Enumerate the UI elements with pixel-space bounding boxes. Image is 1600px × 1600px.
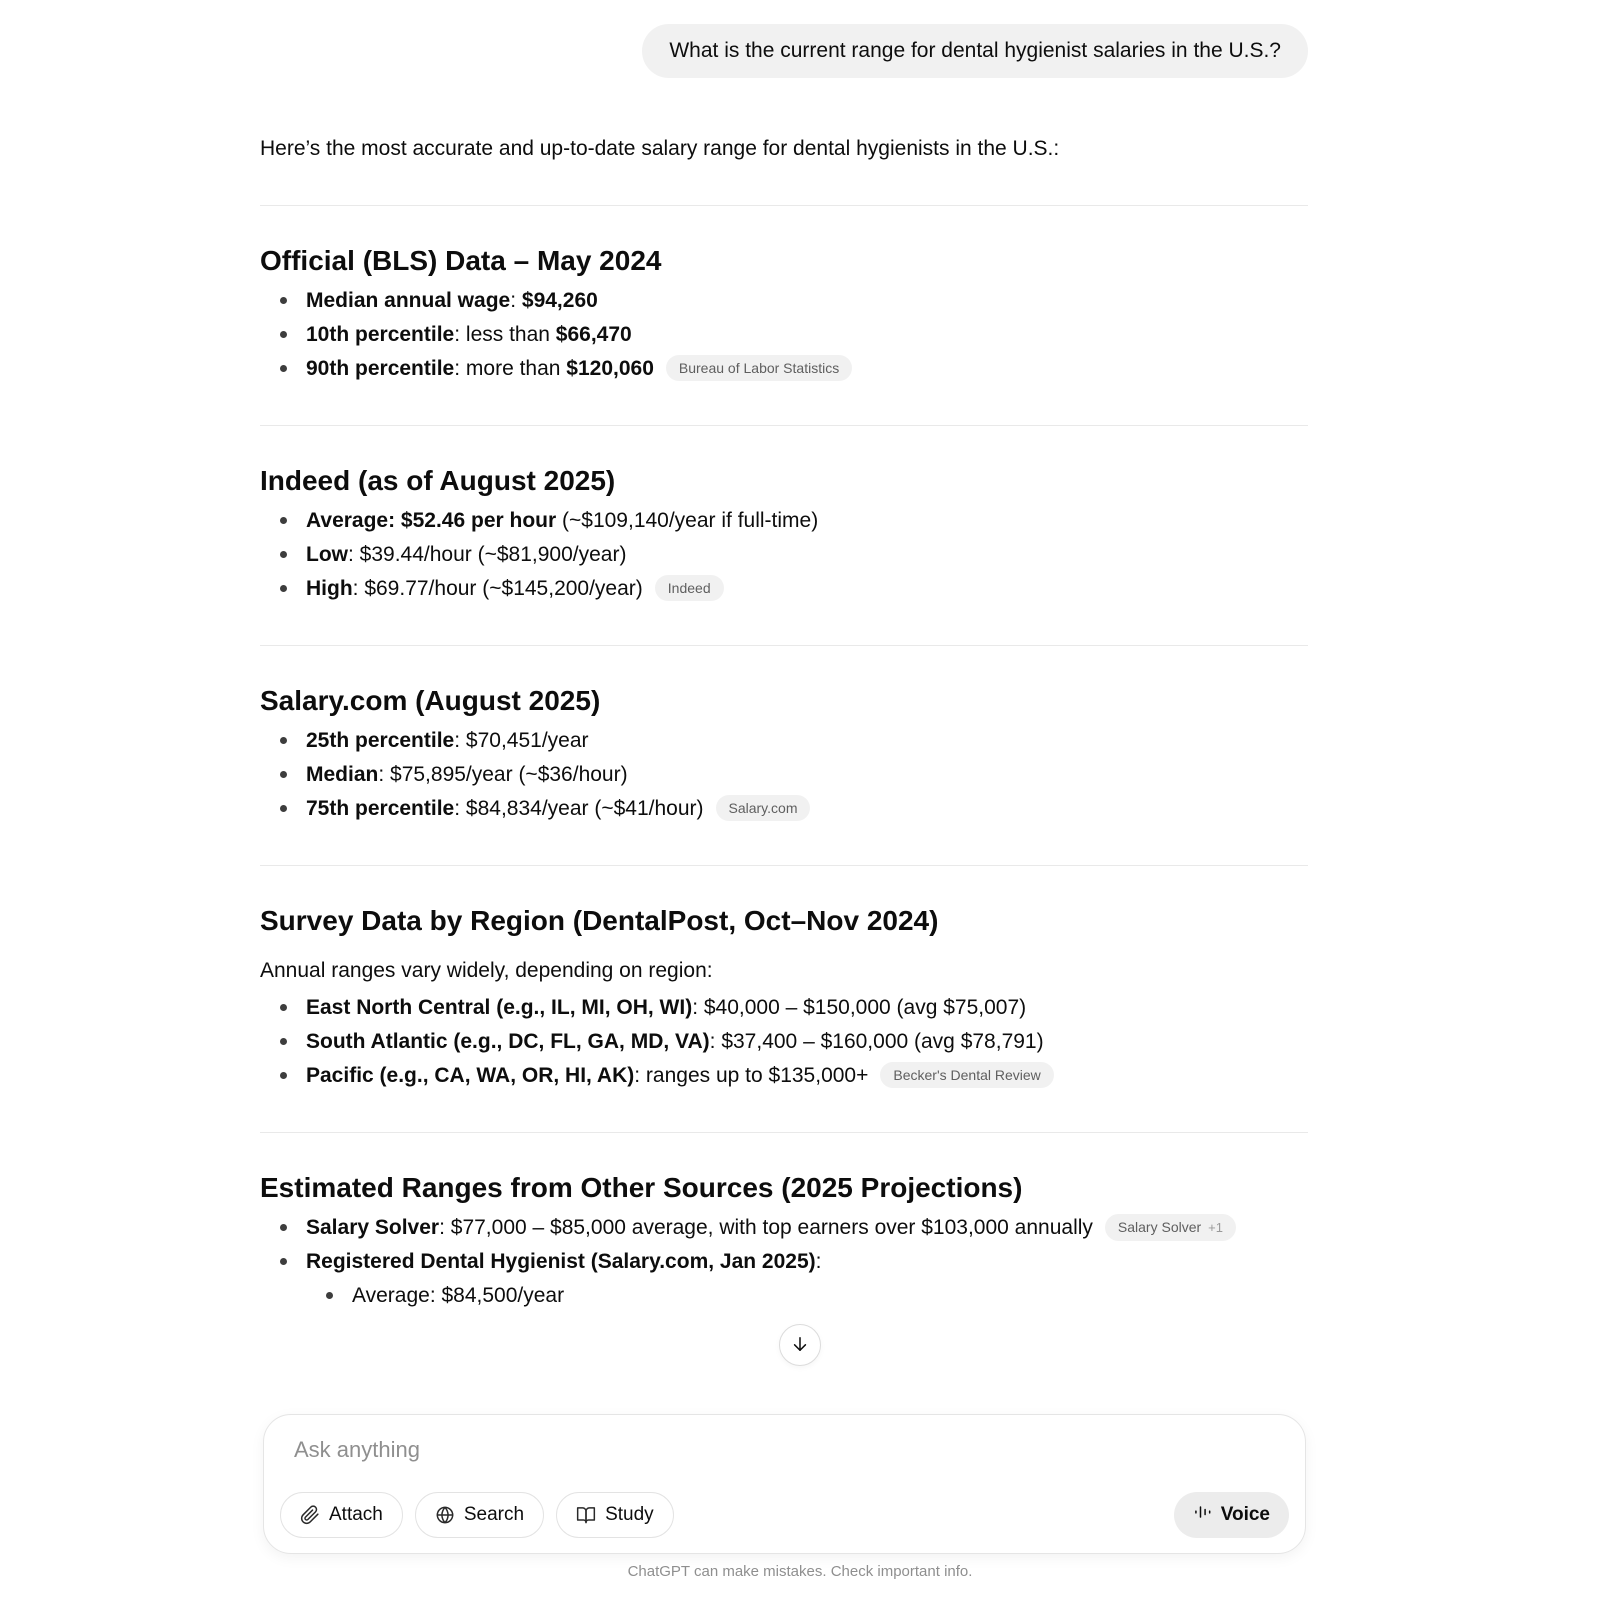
bullet-item: Pacific (e.g., CA, WA, OR, HI, AK): ranges up to $135,000+ Becker's Dental Review (260, 1061, 1308, 1090)
study-button[interactable] (556, 1492, 674, 1538)
citation-badge[interactable]: Salary Solver +1 (1105, 1214, 1236, 1241)
bullet-list (260, 286, 1308, 383)
section-heading: Indeed (as of August 2025) (260, 465, 616, 496)
search-button[interactable] (415, 1492, 544, 1538)
section-lead-text: Annual ranges vary widely, depending on region: (260, 959, 713, 982)
bullet-item: Registered Dental Hygienist (Salary.com, Jan 2025): (260, 1247, 1308, 1276)
section-heading: Official (BLS) Data – May 2024 (260, 245, 662, 276)
section-divider (260, 865, 1308, 866)
bullet-item: Median annual wage: $94,260 (260, 286, 1308, 315)
bullet-list (260, 993, 1308, 1090)
bullet-item: East North Central (e.g., IL, MI, OH, WI): $40,000 – $150,000 (avg $75,007) (260, 993, 1308, 1022)
bullet-item: Average: $84,500/year (306, 1281, 1308, 1310)
section-divider (260, 205, 1308, 206)
citation-badge[interactable]: Becker's Dental Review (880, 1062, 1053, 1088)
message-input[interactable] (294, 1437, 1254, 1463)
bullet-list (260, 506, 1308, 603)
attach-button[interactable] (280, 1492, 403, 1538)
user-message-row (260, 0, 1308, 78)
globe-icon (435, 1505, 455, 1525)
composer-tool-buttons (280, 1492, 674, 1538)
section-heading: Estimated Ranges from Other Sources (2025 Projections) (260, 1172, 1023, 1203)
bullet-item: Salary Solver: $77,000 – $85,000 average, with top earners over $103,000 annually Salary Solver +1 (260, 1213, 1308, 1242)
bullet-list (260, 1213, 1308, 1310)
bullet-item: South Atlantic (e.g., DC, FL, GA, MD, VA): $37,400 – $160,000 (avg $78,791) (260, 1027, 1308, 1056)
section-heading: Survey Data by Region (DentalPost, Oct–Nov 2024) (260, 905, 939, 936)
citation-badge[interactable]: Indeed (655, 575, 724, 601)
bullet-list (260, 726, 1308, 823)
bullet-item: 75th percentile: $84,834/year (~$41/hour) Salary.com (260, 794, 1308, 823)
button-label: Search (463, 1504, 525, 1525)
paperclip-icon (300, 1505, 320, 1525)
down-arrow-icon (790, 1334, 810, 1357)
citation-extra-count: +1 (1208, 1220, 1223, 1235)
button-label: Attach (329, 1504, 383, 1525)
bullet-item: 25th percentile: $70,451/year (260, 726, 1308, 755)
waveform-icon (1193, 1502, 1213, 1528)
composer (263, 1414, 1306, 1554)
section-heading: Salary.com (August 2025) (260, 685, 601, 716)
voice-button[interactable] (1174, 1492, 1289, 1538)
bullet-item: Median: $75,895/year (~$36/hour) (260, 760, 1308, 789)
footer-disclaimer: ChatGPT can make mistakes. Check important info. (627, 1563, 973, 1580)
citation-badge[interactable]: Bureau of Labor Statistics (666, 355, 852, 381)
assistant-sections (260, 205, 1308, 1310)
book-icon (576, 1505, 596, 1525)
button-label: Study (605, 1504, 654, 1525)
bullet-item: Average: $52.46 per hour (~$109,140/year if full-time) (260, 506, 1308, 535)
citation-badge[interactable]: Salary.com (716, 795, 811, 821)
user-message-bubble: What is the current range for dental hygienist salaries in the U.S.? (642, 24, 1308, 78)
section-divider (260, 1132, 1308, 1133)
chat-thread (260, 0, 1308, 1315)
section-divider (260, 645, 1308, 646)
section-divider (260, 425, 1308, 426)
voice-button-label: Voice (1220, 1504, 1270, 1525)
assistant-intro-text: Here’s the most accurate and up-to-date salary range for dental hygienists in the U.S.: (260, 137, 1060, 160)
scroll-to-bottom-button[interactable] (779, 1324, 821, 1366)
bullet-item: 90th percentile: more than $120,060 Bureau of Labor Statistics (260, 354, 1308, 383)
bullet-item: High: $69.77/hour (~$145,200/year) Indeed (260, 574, 1308, 603)
bullet-item: Low: $39.44/hour (~$81,900/year) (260, 540, 1308, 569)
bullet-item: 10th percentile: less than $66,470 (260, 320, 1308, 349)
